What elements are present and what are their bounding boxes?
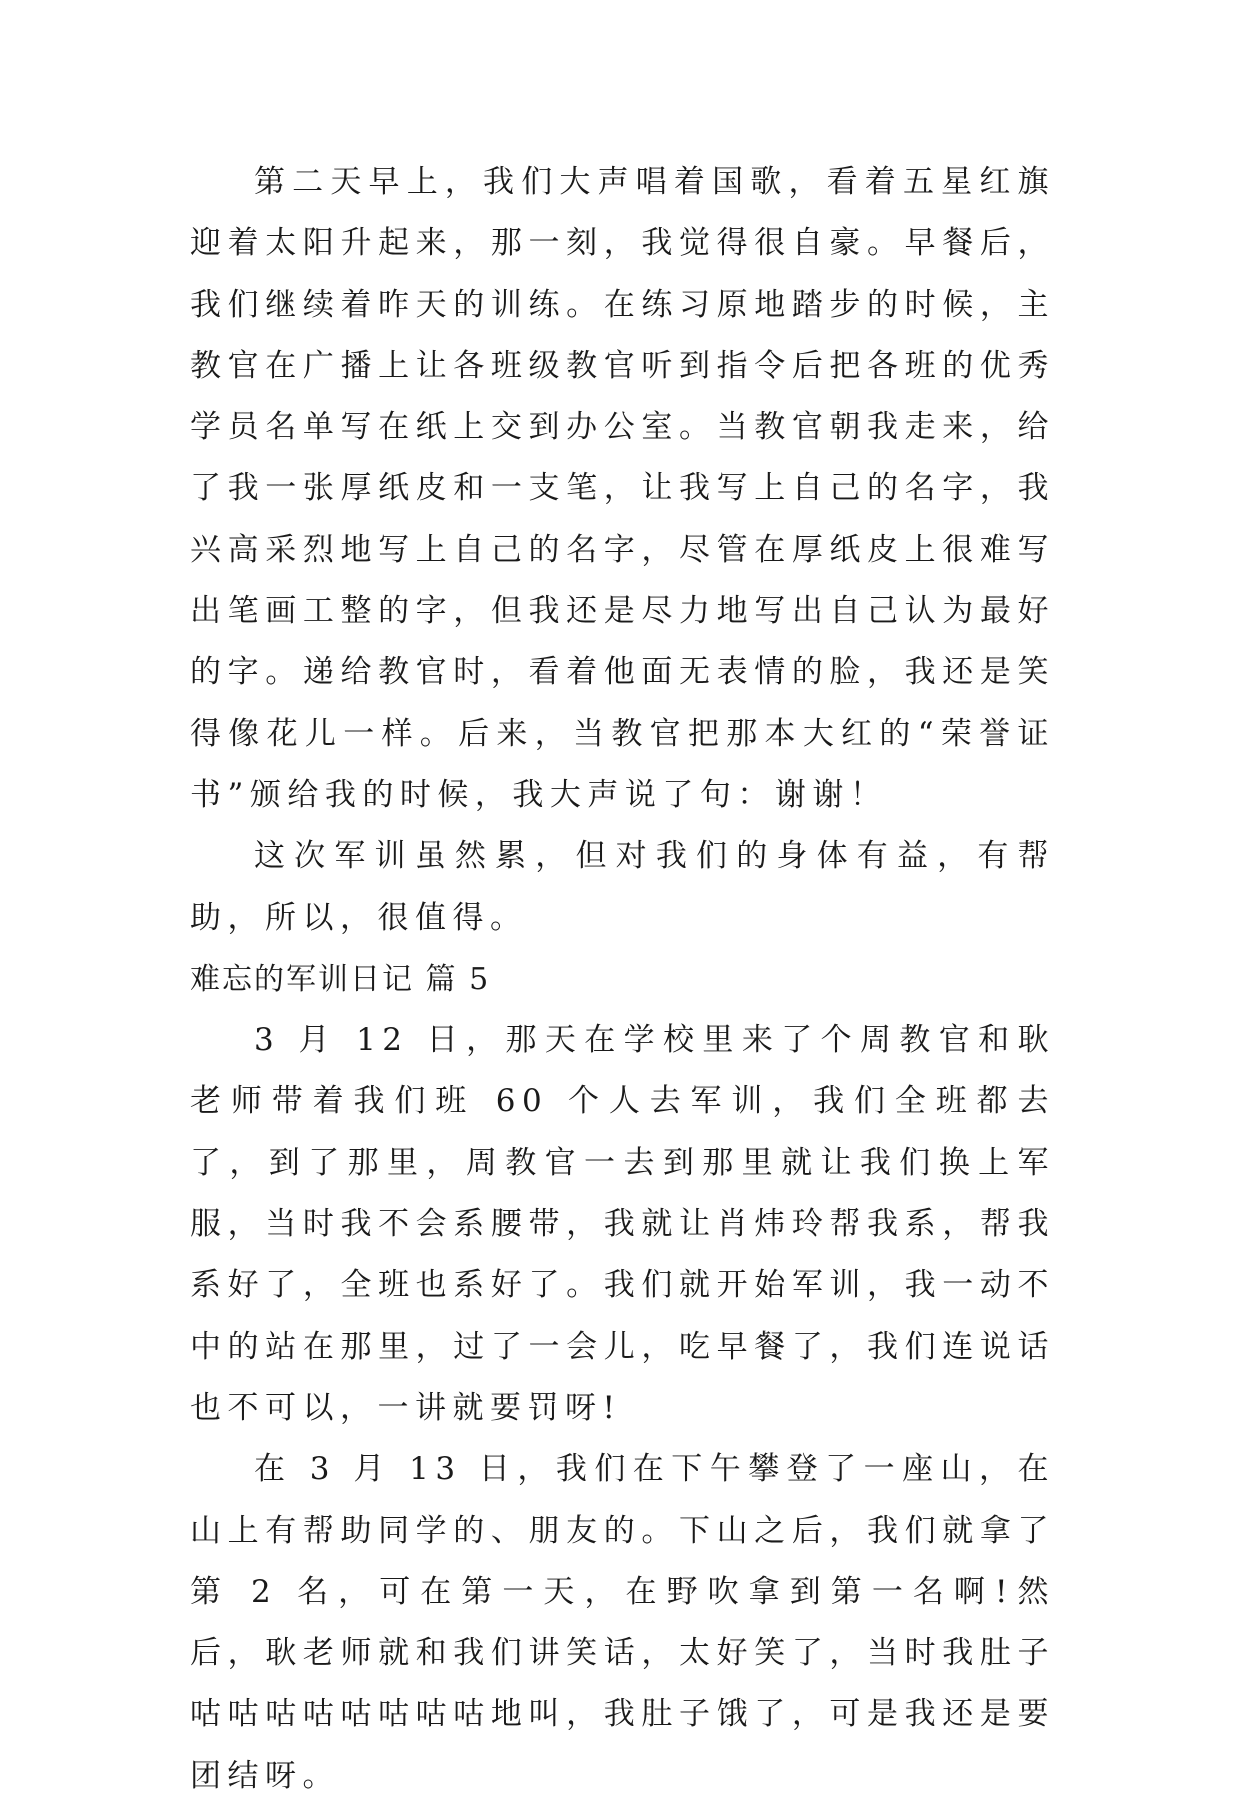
paragraph-march-13: 在 3 月 13 日，我们在下午攀登了一座山，在山上有帮助同学的、朋友的。下山之后，我们就拿了第 2 名，可在第一天，在野吹拿到第一名啊!然后，耿老师就和我们讲笑话，太好笑了，当时我肚子咕咕咕咕咕咕咕咕地叫，我肚子饿了，可是我还是要团结呀。 xyxy=(190,1451,1055,1794)
paragraph-march-12: 3 月 12 日，那天在学校里来了个周教官和耿老师带着我们班 60 个人去军训，我们全班都去了，到了那里，周教官一去到那里就让我们换上军服，当时我不会系腰带，我就让肖炜玲帮我系，帮我系好了，全班也系好了。我们就开始军训，我一动不中的站在那里，过了一会儿，吃早餐了，我们连说话也不可以，一讲就要罚呀! xyxy=(190,1022,1055,1426)
document-body xyxy=(190,152,1055,1807)
paragraph-training-summary: 这次军训虽然累，但对我们的身体有益，有帮助，所以，很值得。 xyxy=(190,838,1055,936)
section-heading: 难忘的军训日记 篇 5 xyxy=(190,961,491,997)
paragraph-national-anthem: 第二天早上，我们大声唱着国歌，看着五星红旗迎着太阳升起来，那一刻，我觉得很自豪。早餐后，我们继续着昨天的训练。在练习原地踏步的时候，主教官在广播上让各班级教官听到指令后把各班的优秀学员名单写在纸上交到办公室。当教官朝我走来，给了我一张厚纸皮和一支笔，让我写上自己的名字，我兴高采烈地写上自己的名字，尽管在厚纸皮上很难写出笔画工整的字，但我还是尽力地写出自己认为最好的字。递给教官时，看着他面无表情的脸，我还是笑得像花儿一样。后来，当教官把那本大红的“荣誉证书”颁给我的时候，我大声说了句：谢谢！ xyxy=(190,164,1055,813)
